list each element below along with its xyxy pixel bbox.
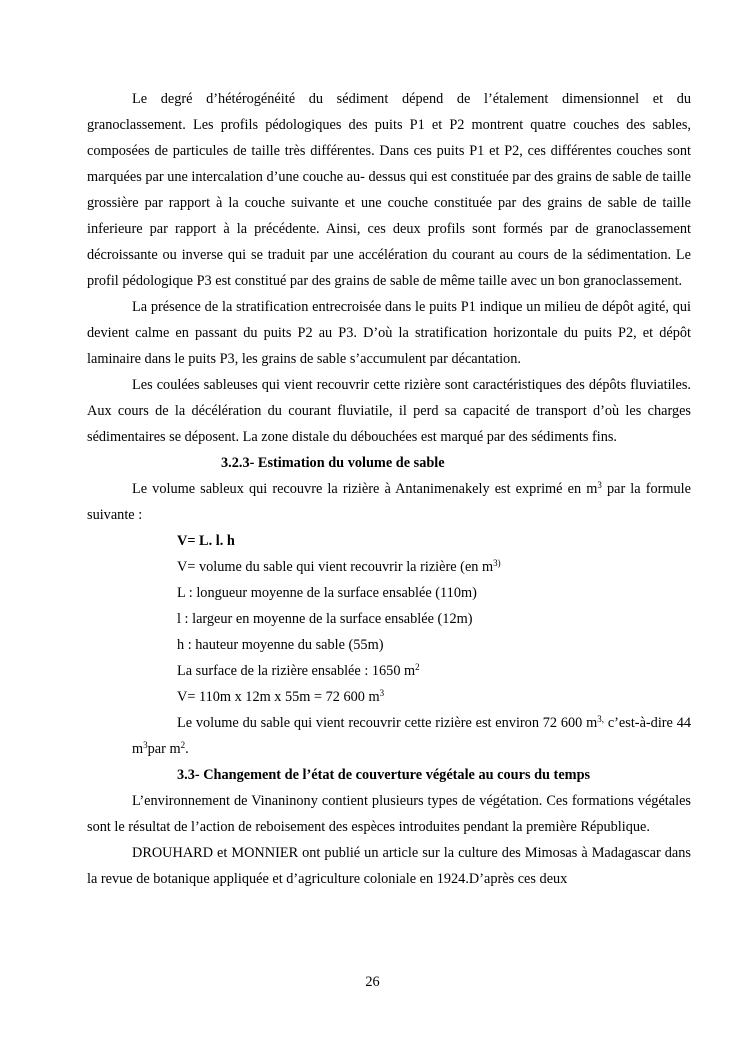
formula-conclusion: Le volume du sable qui vient recouvrir cette rizière est environ 72 600 $m^{3,}$ c’est-à-dire 44 $m^3par$ $m^2$.	[132, 714, 692, 757]
formula-height-definition: h : hauteur moyenne du sable (55m)	[177, 637, 384, 653]
paragraph-vegetation: L’environnement de Vinaninony contient plusieurs types de végétation. Ces formations végétales sont le résultat de l’action de reboisement des espèces introduites pendant la première République.	[87, 793, 691, 835]
section-heading-3-3: 3.3- Changement de l’état de couverture végétale au cours du temps	[177, 767, 591, 783]
formula-equation: V= L. l. h	[177, 533, 235, 549]
formula-calculation: V= 110m x 12m x 55m = 72 600 $m^3$	[177, 688, 385, 705]
formula-surface: La surface de la rizière ensablée : 1650 $m^2$	[177, 662, 420, 679]
section-heading-3-2-3: 3.2.3- Estimation du volume de sable	[221, 455, 445, 471]
paragraph-drouhard-monnier: DROUHARD et MONNIER ont publié un article sur la culture des Mimosas à Madagascar dans la revue de botanique appliquée et d’agriculture coloniale en 1924.D’après ces deux	[87, 845, 691, 887]
formula-length-definition: L : longueur moyenne de la surface ensablée (110m)	[177, 585, 477, 601]
paragraph-stratification: La présence de la stratification entrecroisée dans le puits P1 indique un milieu de dépôt agité, qui devient calme en passant du puits P2 au P3. D’où la stratification horizontale du puits P2, et dépôt laminaire dans le puits P3, les grains de sable s’accumulent par décantation.	[87, 299, 691, 367]
volume-formula-block	[87, 528, 691, 710]
page-number: 26	[365, 974, 380, 990]
formula-v-definition: V= volume du sable qui vient recouvrir la rizière (en $m^{3)}$	[177, 558, 501, 575]
formula-width-definition: l : largeur en moyenne de la surface ensablée (12m)	[177, 611, 473, 627]
paragraph-volume-intro: Le volume sableux qui recouvre la rizière à Antanimenakely est exprimé en $m^3$ par la formule suivante :	[87, 480, 691, 523]
paragraph-heterogeneity: Le degré d’hétérogénéité du sédiment dépend de l’étalement dimensionnel et du granoclassement. Les profils pédologiques des puits P1 et P2 montrent quatre couches des sables, composées de particules de taille très différentes. Dans ces puits P1 et P2, ces différentes couches sont marquées par une intercalation d’une couche au- dessus qui est constituée par des grains de sable de taille grossière par rapport à la couche suivante et une couche constituée par des grains de sable de taille inferieure par rapport à la précédente. Ainsi, ces deux profils sont formés par de granoclassement décroissante ou inverse qui se traduit par une accélération du courant au cours de la sédimentation. Le profil pédologique P3 est constitué par des grains de sable de même taille avec un bon granoclassement.	[87, 91, 691, 289]
page-content	[87, 86, 691, 892]
paragraph-sandy-flows: Les coulées sableuses qui vient recouvrir cette rizière sont caractéristiques des dépôts fluviatiles. Aux cours de la décélération du courant fluviatile, il perd sa capacité de transport d’où les charges sédimentaires se déposent. La zone distale du débouchées est marqué par des sédiments fins.	[87, 377, 691, 445]
